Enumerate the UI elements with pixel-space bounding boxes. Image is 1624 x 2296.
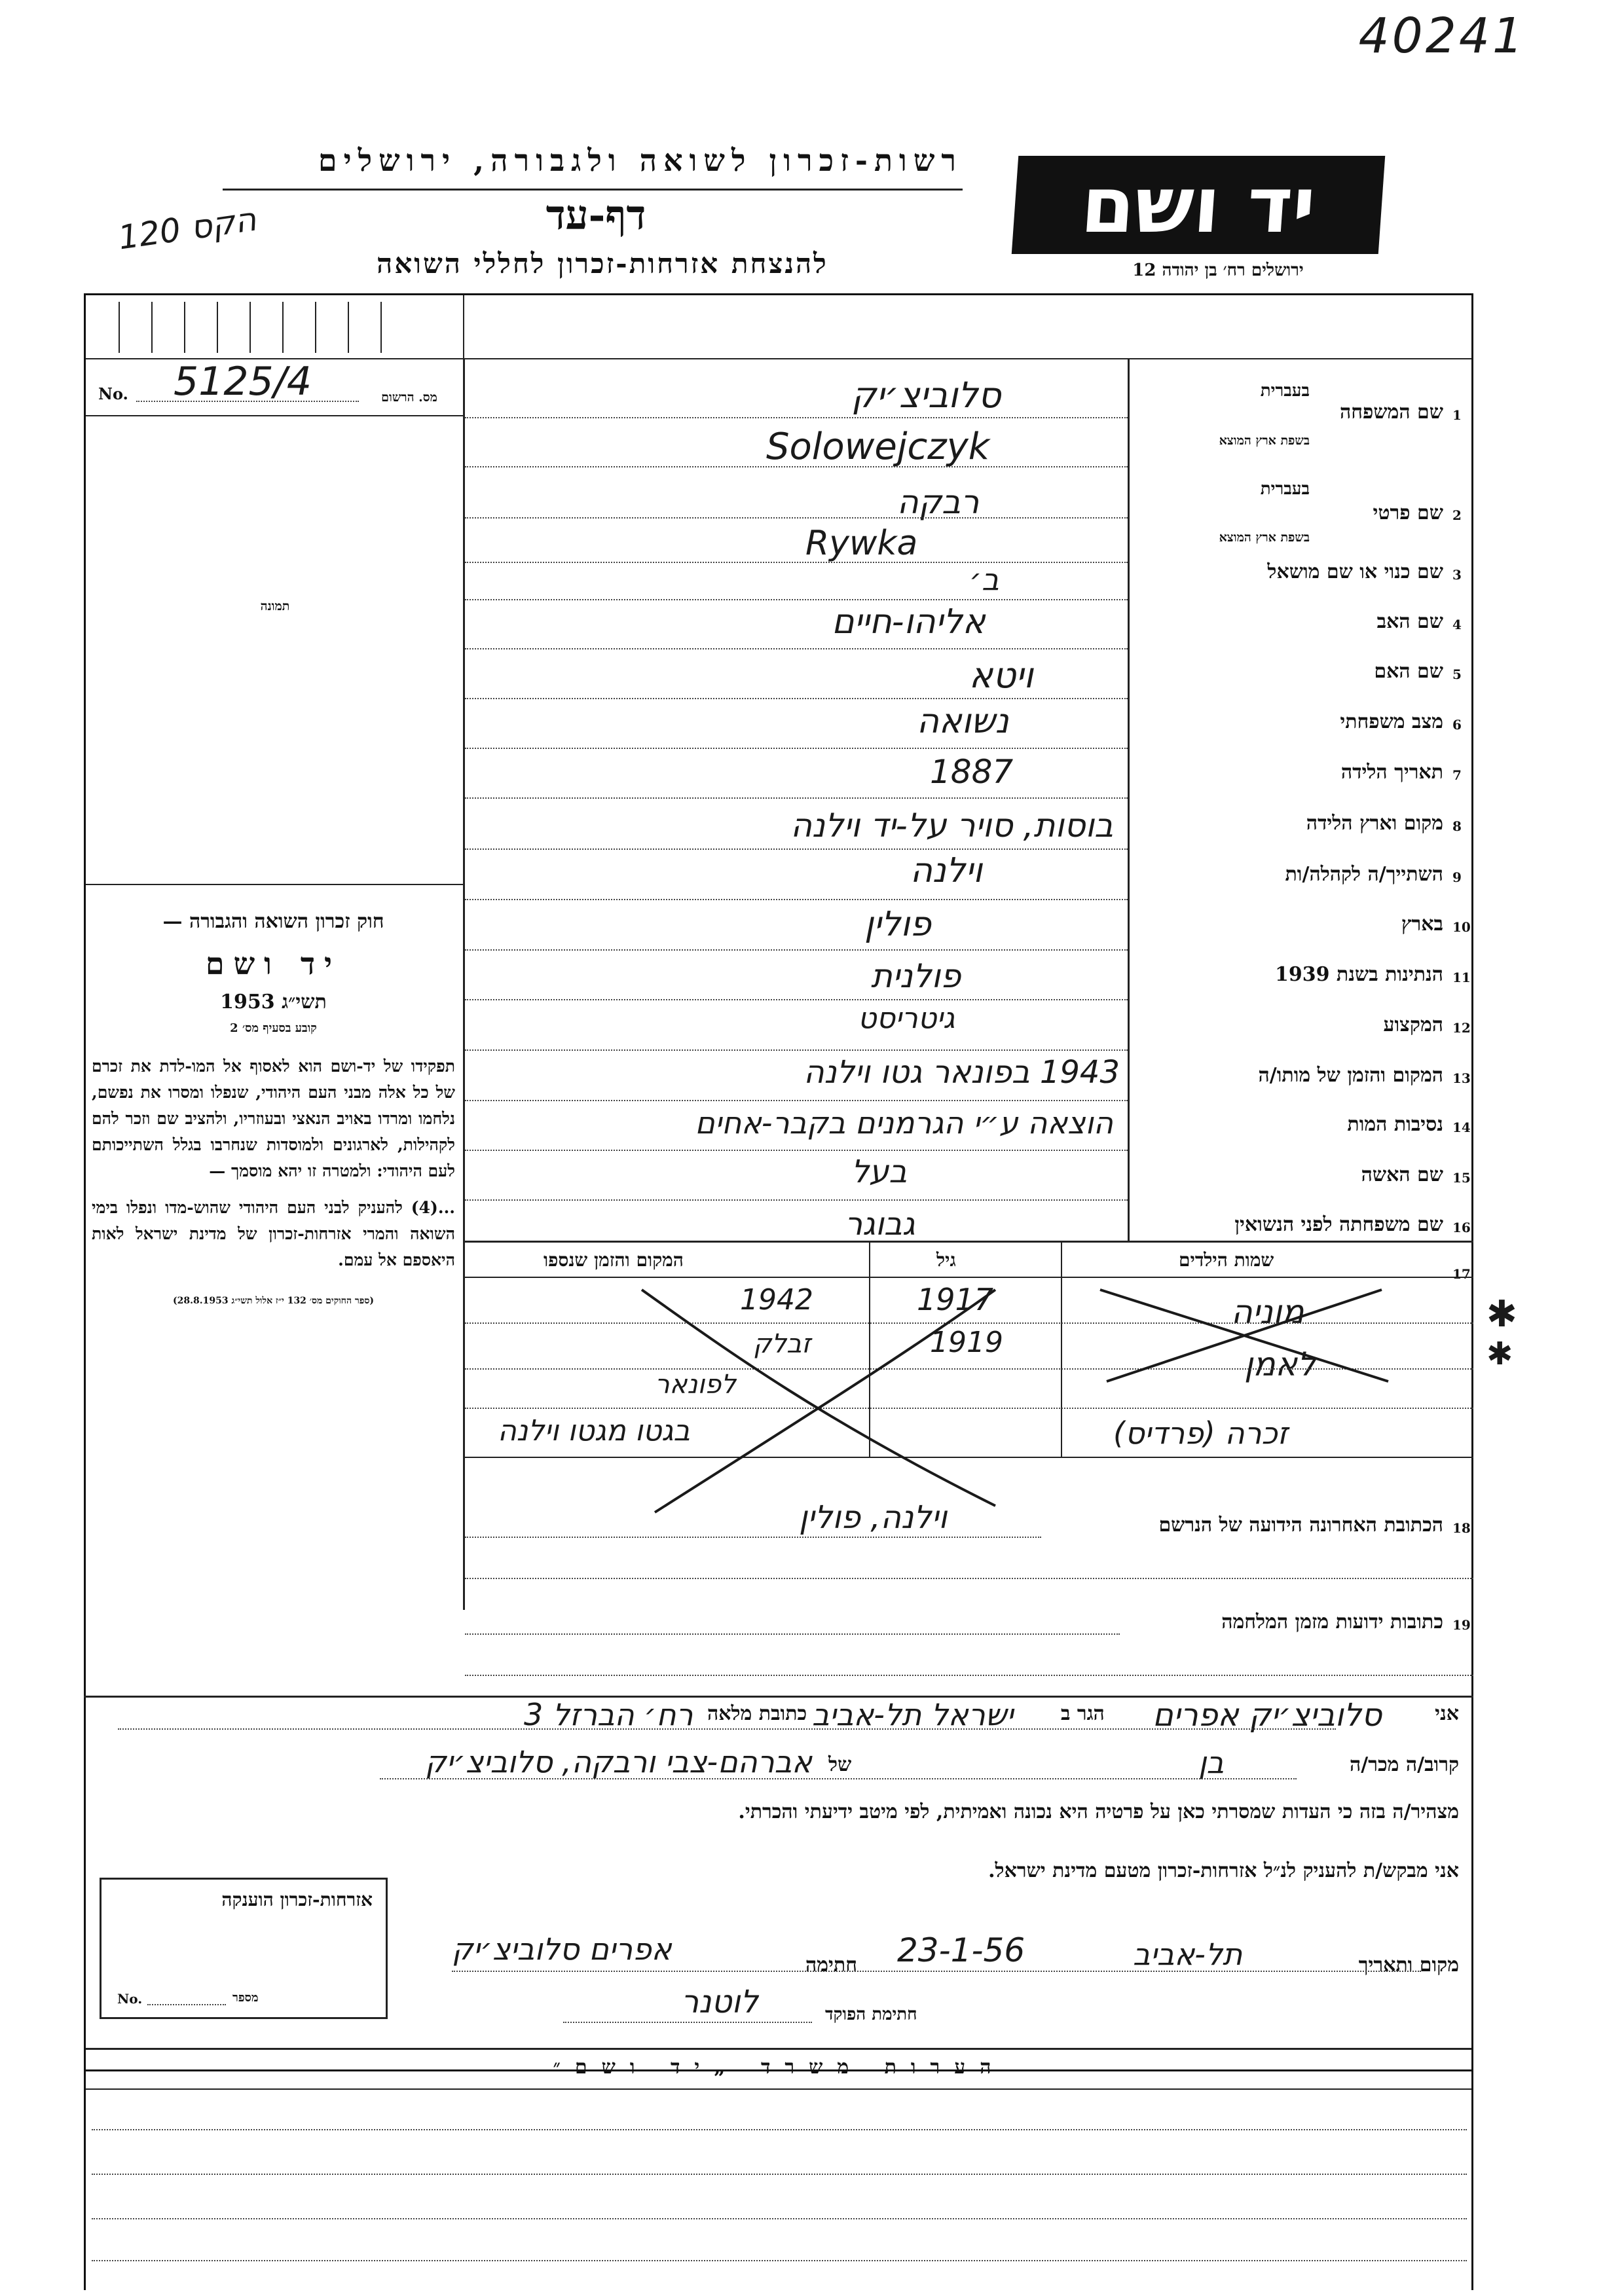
field-4-number: 4 [1452, 617, 1462, 632]
field-15-label: שם האשה [1361, 1163, 1443, 1186]
side-note: 120 הקס [115, 200, 259, 257]
law-text-1: תפקידו של יד-ושם הוא לאסוף אל המו-לדת את זכרם של כל אלה מבני העם היהודי, שנפלו ומסרו את נפשם, נלחמו ומרדו באויב הנאצי ובעוזריו, ולהציב שם וזכר להם לקהילות, לארגונים ולמוסדות שנחרבו בגלל השתייכותם לעם היהודי: ולמטרה זו יהא מוסמך — [92, 1057, 455, 1180]
child-1-place: 1942 [740, 1283, 813, 1317]
field-9-value: וילנה [910, 851, 983, 890]
field-5-number: 5 [1452, 666, 1462, 682]
field-14-number: 14 [1452, 1120, 1471, 1135]
field-9-label: השתייך/ה לקהלה/ות [1285, 863, 1443, 886]
children-crossout [629, 1277, 1022, 1525]
law-text-2: ...(4) להעניק לבני העם היהודי שהוש-מדו ונפלו בימי השואה והמרי אזרחות-זכרון של מדינת ישראל לאות היאספם אל עמם. [92, 1198, 455, 1269]
decl-relation: בן [1198, 1745, 1225, 1780]
field-5-label: שם האם [1374, 660, 1443, 683]
field-10-value: פולין [864, 905, 931, 944]
form-subtitle: להנצחת אזרחות-זכרון לחללי השואה [377, 247, 828, 280]
registration-no-label-he: מס. הרשום [381, 390, 437, 405]
decl-relatives: אברהם-צבי ורבקה, סלוביצ׳יק [424, 1744, 812, 1779]
place-value: תל-אביב [1133, 1937, 1243, 1972]
officer-label: חתימת הפוקד [825, 2005, 917, 2024]
authority-line: רשות-זכרון לשואה ולגבורה, ירושלים [318, 143, 963, 178]
child-3-place: לפונאר [655, 1370, 736, 1400]
decl-lives-in: הגר ב [1061, 1702, 1105, 1725]
field-2-value-he: רבקה [897, 483, 980, 521]
law-name: יד ושם [205, 946, 342, 981]
decl-address: רח׳ הברזל 3 [524, 1697, 693, 1732]
field-14-label: נסיבות המות [1347, 1113, 1443, 1136]
field-16-value: גבוגר [845, 1206, 915, 1243]
field-18-label: הכתובת האחרונה הידועה של הנרשם [1158, 1514, 1443, 1537]
decl-name: סלוביצ׳יק אפרים [1153, 1697, 1382, 1734]
field-2-label: שם פרטי [1373, 501, 1443, 524]
decl-request: אני מבקש/ת להעניק לנ״ל אזרחות-זכרון מטעם מדינת ישראל. [988, 1859, 1459, 1882]
children-col-age: גיל [936, 1249, 956, 1271]
citizenship-number: מספר [232, 1991, 259, 2005]
field-15-number: 15 [1452, 1170, 1471, 1186]
field-5-value: ויטא [969, 655, 1033, 696]
registration-no-label: No. [98, 384, 128, 403]
field-16-label: שם משפחתה לפני הנשואין [1234, 1213, 1443, 1236]
law-box [92, 910, 455, 1480]
field-6-label: מצב משפחתי [1340, 710, 1443, 733]
child-1-age: 1917 [917, 1282, 994, 1317]
photo-label: תמונה [260, 599, 290, 613]
citizenship-title: אזרחות-זכרון הוענקה [221, 1889, 373, 1910]
address: ירושלים רח׳ בן יהודה 12 [1132, 261, 1304, 280]
law-footnote: (ספר החוקים מס׳ 132 י״ז אלול תשי״ג 28.8.1953) [173, 1296, 374, 1306]
field-8-number: 8 [1452, 818, 1462, 834]
field-17-number: 17 [1452, 1266, 1471, 1282]
field-4-value: אליהו-חיים [832, 602, 986, 642]
field-12-label: המקצוע [1383, 1013, 1443, 1036]
decl-relation-label: קרוב/ה מכר/ה [1350, 1753, 1459, 1776]
field-1-hebrew-label: בעברית [1260, 381, 1310, 401]
office-notes-frame [84, 2048, 1473, 2290]
field-9-number: 9 [1452, 869, 1462, 885]
margin-mark-2: ✱ [1486, 1336, 1513, 1372]
field-15-value: בעל [851, 1154, 908, 1190]
children-crossout-2 [1087, 1283, 1401, 1388]
field-6-number: 6 [1452, 717, 1462, 733]
field-18-value: וילנה, פולין [799, 1499, 948, 1536]
field-19-number: 19 [1452, 1617, 1471, 1633]
field-11-value: פולנית [871, 957, 961, 995]
field-2-number: 2 [1452, 507, 1462, 523]
field-12-value: גיטריסט [858, 1002, 955, 1035]
field-16-number: 16 [1452, 1220, 1471, 1235]
field-2-local-label: בשפת ארץ המוצא [1219, 530, 1310, 545]
field-18-number: 18 [1452, 1520, 1471, 1536]
place-date-label: מקום ותאריך [1358, 1954, 1459, 1977]
field-3-number: 3 [1452, 567, 1462, 583]
date-value: 23-1-56 [897, 1931, 1025, 1969]
child-2-age: 1919 [930, 1326, 1003, 1359]
field-13-number: 13 [1452, 1070, 1471, 1086]
child-4-place: בגטו מגטו וילנה [498, 1414, 690, 1448]
field-11-label: הנתינות בשנת 1939 [1274, 963, 1443, 986]
decl-prefix: אני [1435, 1702, 1459, 1725]
field-10-label: בארץ [1401, 913, 1443, 936]
margin-mark-1: ✱ [1486, 1293, 1517, 1336]
child-2-name: לאמן [1244, 1345, 1316, 1383]
field-4-label: שם האב [1376, 610, 1443, 633]
field-14-value: הוצאה ע״י הגרמנים בקבר-אחים [695, 1105, 1113, 1140]
children-col-names: שמות הילדים [1179, 1249, 1274, 1271]
top-box-row [86, 295, 1471, 359]
field-2-value-local: Rywka [805, 524, 918, 563]
field-2-hebrew-label: בעברית [1260, 479, 1310, 499]
field-1-number: 1 [1452, 407, 1462, 423]
signature-label: חתימה [805, 1954, 857, 1977]
form-title: דף-עד [545, 191, 646, 239]
decl-statement: מצהיר/ה בזה כי העדות שמסרתי כאן על פרטיה היא נכונה ואמיתית, לפי מיטב ידיעתי והכרתי. [738, 1800, 1459, 1823]
field-1-value-he: סלוביצ׳יק [851, 374, 1001, 416]
decl-address-label: כתובת מלאה [707, 1702, 807, 1725]
yad-vashem-logo: יד ושם [1012, 156, 1385, 254]
registration-no-value: 5125/4 [174, 359, 312, 405]
decl-place: ישראל תל-אביב [812, 1697, 1014, 1732]
signature-value: אפרים סלוביצ׳יק [452, 1931, 672, 1967]
child-1-name: מוניה [1231, 1293, 1304, 1331]
field-7-value: 1887 [930, 753, 1014, 791]
field-1-value-local: Solowejczyk [766, 426, 990, 468]
field-8-label: מקום וארץ הלידה [1306, 812, 1443, 835]
field-3-value: ב׳ [969, 562, 999, 597]
field-3-label: שם כנוי או שם מושאל [1267, 560, 1443, 583]
field-1-label: שם המשפחה [1339, 401, 1443, 424]
field-12-number: 12 [1452, 1020, 1471, 1036]
citizenship-box [100, 1878, 388, 2019]
child-2-place: זבלק [753, 1329, 811, 1359]
office-notes-title: הערות משרד „יד ושם״ [553, 2056, 1006, 2079]
field-6-value: נשואה [917, 702, 1009, 741]
archive-number: 40241 [1358, 8, 1526, 64]
law-year: תשי״ג 1953 [220, 991, 327, 1013]
children-col-place: המקום והזמן שנספו [544, 1249, 684, 1271]
officer-signature: לוטנר [681, 1984, 758, 2020]
field-7-number: 7 [1452, 767, 1462, 783]
field-11-number: 11 [1452, 970, 1471, 985]
field-1-local-label: בשפת ארץ המוצא [1219, 433, 1310, 448]
field-7-label: תאריך הלידה [1340, 761, 1443, 784]
field-19-label: כתובות ידועות מזמן המלחמה [1221, 1611, 1443, 1633]
decl-of: של [828, 1753, 852, 1776]
field-13-label: המקום והזמן של מותו/ה [1258, 1064, 1443, 1087]
field-10-number: 10 [1452, 919, 1471, 935]
citizenship-no: No. [117, 1991, 143, 2007]
field-8-value: בוסות, סויר על-יד וילנה [790, 807, 1113, 845]
child-4-name: זכרה (פרדיס) [1113, 1415, 1288, 1451]
field-13-value: 1943 בפונאר גטו וילנה [803, 1054, 1120, 1091]
law-clause: קובע בסעיף מס׳ 2 [230, 1021, 317, 1035]
law-title: חוק זכרון השואה והגבורה — [162, 910, 384, 933]
